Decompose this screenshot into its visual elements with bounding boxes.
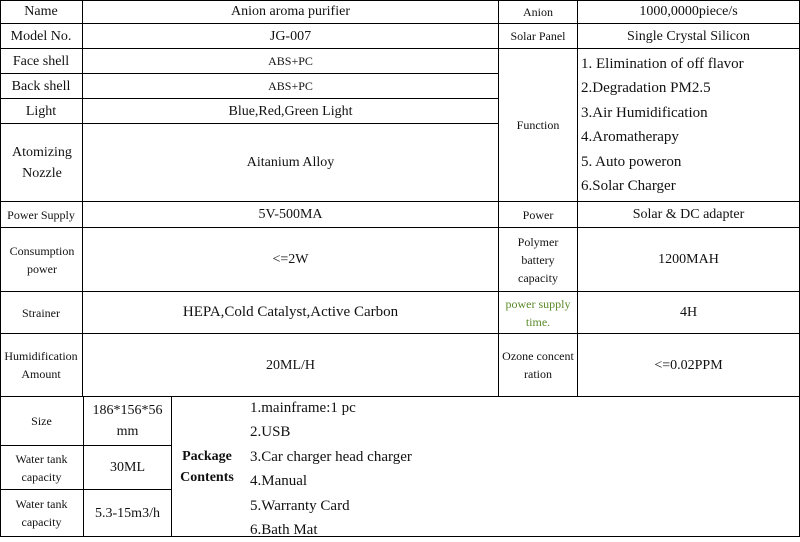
function-item: 3.Air Humidification — [581, 104, 708, 121]
strainer-label: Strainer — [22, 305, 60, 320]
package-item: 3.Car charger head charger — [250, 448, 412, 465]
size-value: 186*156*56mm — [92, 403, 163, 439]
function-item: 1. Elimination of off flavor — [581, 56, 744, 72]
package-item: 4.Manual — [250, 473, 308, 490]
tank-value: 30ML — [110, 460, 145, 475]
solar-panel-value: Single Crystal Silicon — [627, 28, 750, 44]
light-value: Blue,Red,Green Light — [228, 103, 353, 119]
supply-time-label: power supply time. — [505, 296, 571, 329]
anion-label: Anion — [523, 4, 553, 19]
nozzle-label: Atomizing Nozzle — [12, 144, 72, 181]
tank2-value: 5.3-15m3/h — [95, 505, 160, 521]
humidification-label: Humidification Amount — [4, 349, 78, 381]
anion-value: 1000,0000piece/s — [639, 4, 738, 19]
function-item: 5. Auto poweron — [581, 153, 682, 170]
name-label: Name — [24, 4, 58, 19]
power-supply-value: 5V-500MA — [258, 207, 323, 222]
function-item: 4.Aromatherapy — [581, 129, 679, 146]
tank2-label: Water tank capacity — [15, 497, 68, 529]
power-value: Solar & DC adapter — [632, 207, 745, 222]
package-item: 1.mainframe:1 pc — [250, 400, 356, 416]
function-label: Function — [516, 118, 560, 132]
back-shell-label: Back shell — [11, 78, 71, 94]
function-item: 2.Degradation PM2.5 — [581, 80, 711, 97]
model-value: JG-007 — [269, 28, 312, 44]
package-item: 6.Bath Mat — [250, 522, 318, 539]
package-label: Package Contents — [180, 448, 234, 485]
humidification-value: 20ML/H — [266, 357, 315, 373]
function-list — [581, 52, 800, 198]
face-shell-value: ABS+PC — [268, 54, 313, 68]
power-label: Power — [522, 207, 554, 222]
back-shell-value: ABS+PC — [268, 79, 313, 93]
light-label: Light — [25, 103, 57, 119]
battery-label: Polymer battery capacity — [517, 234, 559, 285]
solar-panel-label: Solar Panel — [510, 29, 566, 43]
nozzle-value: Aitanium Alloy — [246, 155, 335, 170]
ozone-value: <=0.02PPM — [654, 357, 723, 373]
package-item: 5.Warranty Card — [250, 497, 350, 514]
supply-time-value: 4H — [679, 305, 698, 320]
battery-value: 1200MAH — [658, 252, 719, 267]
ozone-label: Ozone concentration — [502, 349, 574, 381]
function-item: 6.Solar Charger — [581, 178, 676, 195]
model-label: Model No. — [10, 28, 72, 44]
face-shell-label: Face shell — [12, 53, 70, 69]
consumption-label: Consumption power — [9, 243, 75, 276]
power-supply-label: Power Supply — [7, 207, 75, 222]
package-list — [250, 396, 490, 542]
tank-label: Water tank capacity — [15, 451, 68, 484]
strainer-value: HEPA,Cold Catalyst,Active Carbon — [182, 304, 399, 321]
name-value: Anion aroma purifier — [231, 4, 350, 19]
consumption-value: <=2W — [272, 252, 309, 267]
package-item: 2.USB — [250, 424, 291, 441]
size-label: Size — [31, 414, 52, 428]
